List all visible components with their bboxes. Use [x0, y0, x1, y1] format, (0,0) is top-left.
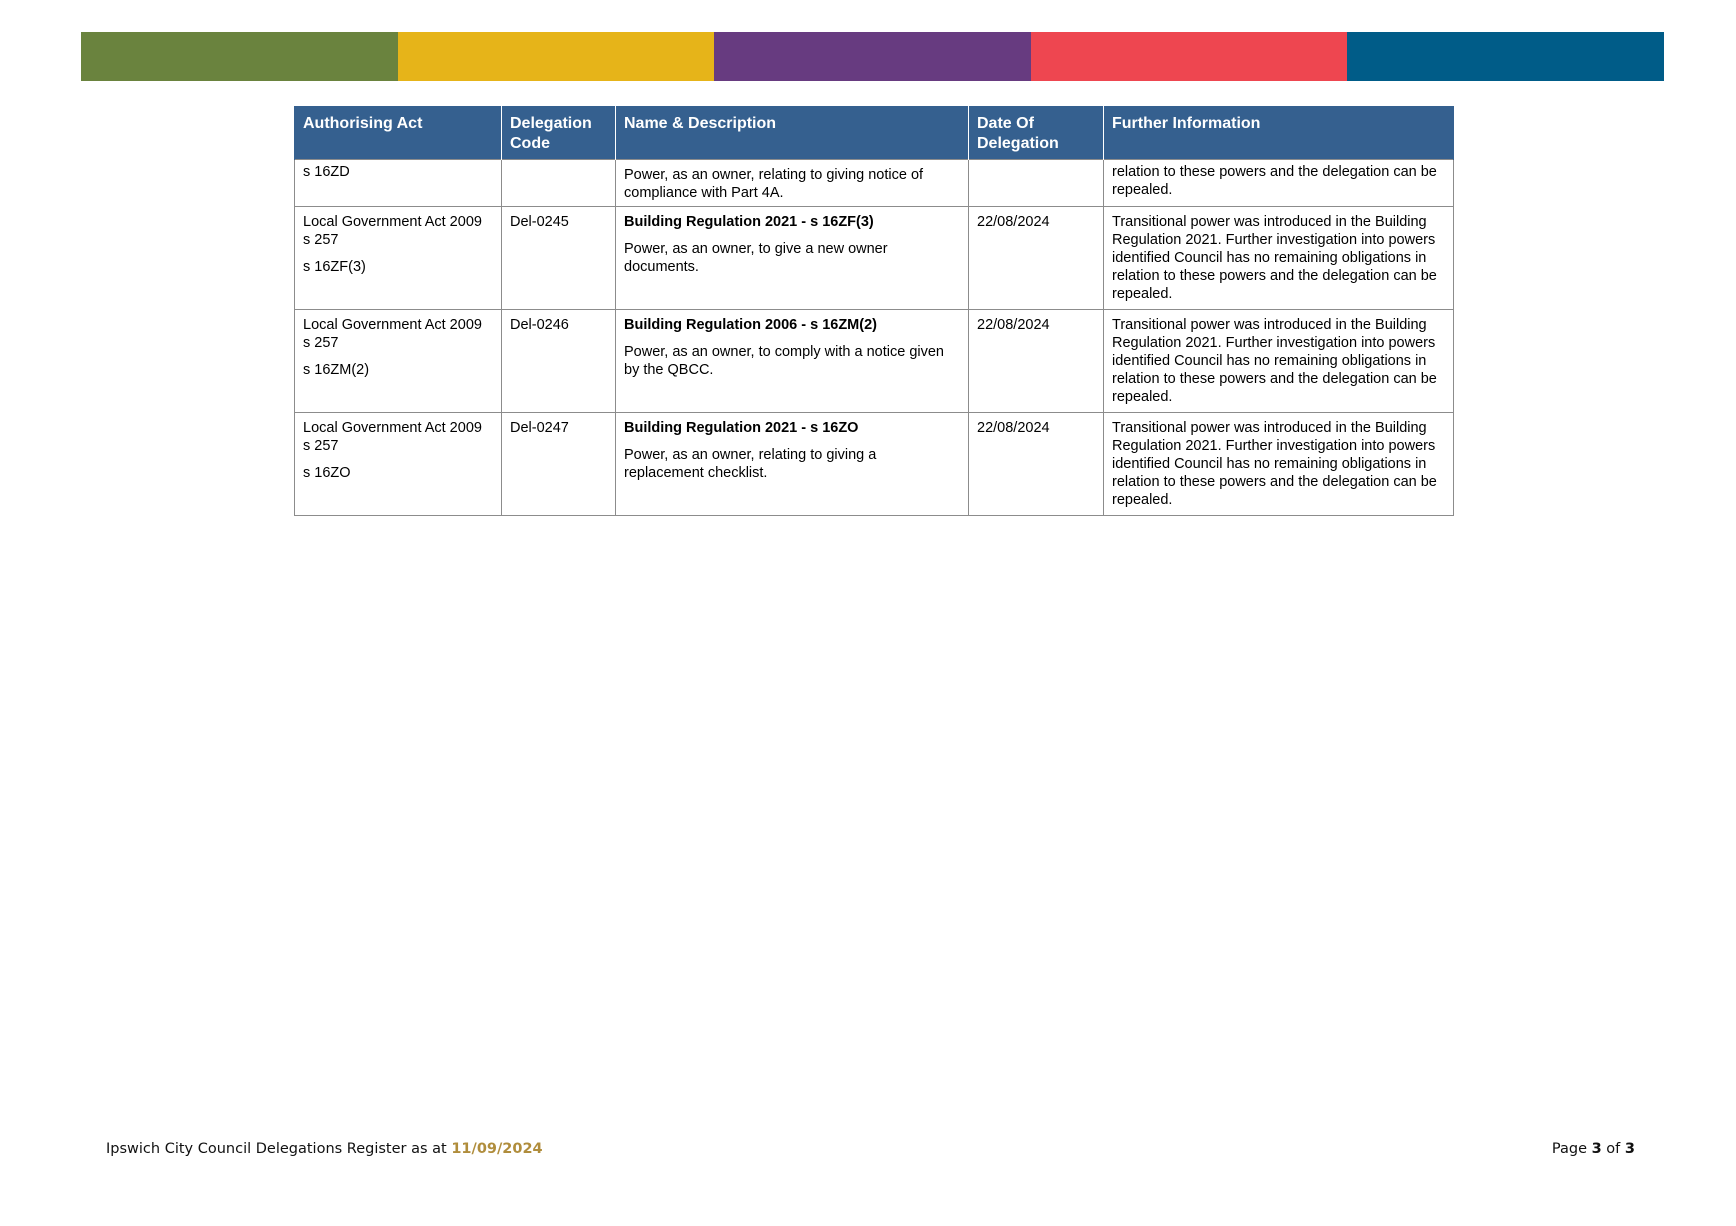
cell-further-info: Transitional power was introduced in the Building Regulation 2021. Further investigation into powers identified Council has no remaining obligations in relation to these powers and the delegation can be repealed. [1104, 207, 1454, 310]
cell-description [616, 310, 969, 413]
description-text: Power, as an owner, to comply with a notice given by the QBCC. [624, 344, 944, 378]
cell-act [295, 160, 502, 207]
footer-date: 11/09/2024 [451, 1141, 543, 1157]
description-title: Building Regulation 2021 - s 16ZO [624, 420, 859, 436]
table-row-continued [295, 160, 1454, 207]
table-row [295, 207, 1454, 310]
act-section: s 16ZM(2) [303, 362, 370, 378]
act-section: s 16ZO [303, 465, 351, 481]
description-title: Building Regulation 2006 - s 16ZM(2) [624, 317, 877, 333]
cell-date [969, 160, 1104, 207]
cell-further-info: Transitional power was introduced in the Building Regulation 2021. Further investigation into powers identified Council has no remaining obligations in relation to these powers and the delegation can be repealed. [1104, 310, 1454, 413]
cell-description [616, 160, 969, 207]
band-segment-yellow [398, 32, 715, 81]
page-total: 3 [1624, 1141, 1635, 1157]
act-name: Local Government Act 2009 s 257 [303, 317, 482, 351]
band-segment-purple [714, 32, 1031, 81]
description-text: Power, as an owner, relating to giving a replacement checklist. [624, 447, 877, 481]
act-name: Local Government Act 2009 s 257 [303, 420, 482, 454]
cell-further-info: Transitional power was introduced in the Building Regulation 2021. Further investigation into powers identified Council has no remaining obligations in relation to these powers and the delegation can be repealed. [1104, 413, 1454, 516]
act-section: s 16ZF(3) [303, 259, 366, 275]
cell-code: Del-0247 [502, 413, 616, 516]
cell-code [502, 160, 616, 207]
footer-register-title [106, 1141, 543, 1157]
table-header-row [295, 106, 1454, 160]
act-section: s 16ZD [303, 164, 350, 180]
cell-date: 22/08/2024 [969, 207, 1104, 310]
cell-further-info: relation to these powers and the delegation can be repealed. [1104, 160, 1454, 207]
header-delegation-code: Delegation Code [502, 106, 616, 160]
cell-act [295, 310, 502, 413]
header-color-band [81, 32, 1664, 81]
cell-date: 22/08/2024 [969, 413, 1104, 516]
header-date-of-delegation: Date Of Delegation [969, 106, 1104, 160]
cell-act [295, 413, 502, 516]
band-segment-blue [1347, 32, 1664, 81]
header-further-information: Further Information [1104, 106, 1454, 160]
cell-code: Del-0245 [502, 207, 616, 310]
description-text: Power, as an owner, to give a new owner documents. [624, 241, 888, 275]
description-title: Building Regulation 2021 - s 16ZF(3) [624, 214, 874, 230]
page-of: of [1601, 1141, 1625, 1157]
page-current: 3 [1591, 1141, 1602, 1157]
page-label: Page [1551, 1141, 1592, 1157]
delegations-table [294, 106, 1454, 516]
header-name-description: Name & Description [616, 106, 969, 160]
description-text: Power, as an owner, relating to giving notice of compliance with Part 4A. [624, 167, 924, 201]
table-row [295, 310, 1454, 413]
cell-description [616, 207, 969, 310]
table-row [295, 413, 1454, 516]
cell-date: 22/08/2024 [969, 310, 1104, 413]
act-name: Local Government Act 2009 s 257 [303, 214, 482, 248]
page-number [1552, 1141, 1635, 1157]
band-segment-red [1031, 32, 1348, 81]
cell-act [295, 207, 502, 310]
band-segment-green [81, 32, 398, 81]
footer-text: Ipswich City Council Delegations Register as at [106, 1141, 452, 1157]
header-authorising-act: Authorising Act [295, 106, 502, 160]
cell-code: Del-0246 [502, 310, 616, 413]
cell-description [616, 413, 969, 516]
